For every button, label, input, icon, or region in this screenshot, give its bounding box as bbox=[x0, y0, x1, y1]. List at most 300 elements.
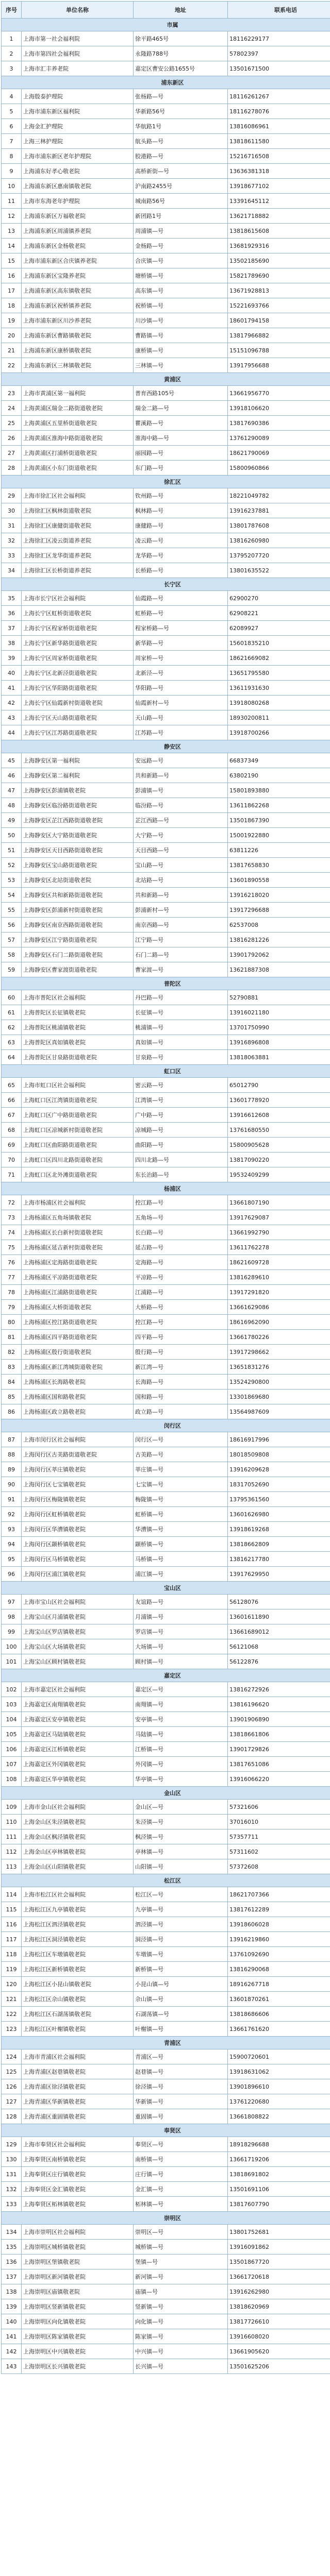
district-row bbox=[2, 977, 330, 990]
cell-address: 凉城路—号 bbox=[134, 1123, 228, 1138]
cell-no: 119 bbox=[2, 1962, 22, 1977]
cell-no: 42 bbox=[2, 696, 22, 710]
cell-no: 26 bbox=[2, 431, 22, 446]
cell-address: 石门二路—号 bbox=[134, 947, 228, 962]
cell-phone: 13601626980 bbox=[228, 1507, 330, 1522]
cell-phone: 13917291820 bbox=[228, 1285, 330, 1300]
table-body bbox=[2, 19, 330, 2374]
table-row bbox=[2, 962, 330, 977]
table-row bbox=[2, 666, 330, 681]
cell-no: 140 bbox=[2, 2314, 22, 2329]
cell-no: 108 bbox=[2, 1772, 22, 1787]
cell-name: 上海静安区曹家渡街道敬老院 bbox=[22, 962, 134, 977]
cell-no: 94 bbox=[2, 1537, 22, 1552]
cell-phone: 13916896808 bbox=[228, 1035, 330, 1050]
cell-address: 程家桥路—号 bbox=[134, 621, 228, 636]
cell-name: 上海杨浦区政立路敬老院 bbox=[22, 1404, 134, 1419]
cell-address: 政立路—号 bbox=[134, 1404, 228, 1419]
table-row bbox=[2, 1859, 330, 1874]
cell-no: 63 bbox=[2, 1035, 22, 1050]
cell-phone: 13661807190 bbox=[228, 1195, 330, 1210]
table-row bbox=[2, 1712, 330, 1727]
cell-address: 密云路—号 bbox=[134, 1078, 228, 1093]
table-row bbox=[2, 1240, 330, 1255]
district-row bbox=[2, 740, 330, 753]
cell-name: 上海静安区共和新路街道敬老院 bbox=[22, 888, 134, 903]
cell-name: 上海杨浦区延吉新村街道敬老院 bbox=[22, 1240, 134, 1255]
table-row bbox=[2, 2022, 330, 2037]
cell-no: 120 bbox=[2, 1977, 22, 1992]
cell-phone: 13651795580 bbox=[228, 666, 330, 681]
cell-no: 37 bbox=[2, 621, 22, 636]
district-row bbox=[2, 2212, 330, 2225]
cell-address: 重固镇—号 bbox=[134, 2109, 228, 2124]
cell-name: 上海市浦东新区合庆镇养老院 bbox=[22, 253, 134, 268]
cell-address: 朱泾镇—号 bbox=[134, 1815, 228, 1829]
cell-name: 上海松江区车墩镇敬老院 bbox=[22, 1947, 134, 1962]
cell-no: 49 bbox=[2, 813, 22, 828]
cell-phone: 62908221 bbox=[228, 606, 330, 621]
cell-phone: 13918631062 bbox=[228, 2064, 330, 2079]
table-row bbox=[2, 2284, 330, 2299]
cell-address: 合庆镇—号 bbox=[134, 253, 228, 268]
cell-name: 上海杨浦区新江湾城街道敬老院 bbox=[22, 1360, 134, 1375]
cell-no: 50 bbox=[2, 828, 22, 843]
district-name: 长宁区 bbox=[2, 578, 330, 591]
table-row bbox=[2, 2299, 330, 2314]
cell-no: 111 bbox=[2, 1829, 22, 1844]
cell-phone: 13917298662 bbox=[228, 1345, 330, 1360]
cell-name: 上海长宁区天山路街道敬老院 bbox=[22, 710, 134, 725]
cell-phone: 13916066220 bbox=[228, 1772, 330, 1787]
cell-no: 56 bbox=[2, 918, 22, 933]
cell-phone: 15800905628 bbox=[228, 1138, 330, 1153]
cell-address: 古美路—号 bbox=[134, 1447, 228, 1462]
cell-address: 竖新镇—号 bbox=[134, 2299, 228, 2314]
table-row bbox=[2, 488, 330, 503]
cell-address: 天山路—号 bbox=[134, 710, 228, 725]
cell-address: 新桥镇—号 bbox=[134, 1962, 228, 1977]
district-row bbox=[2, 1669, 330, 1682]
cell-phone: 13611862268 bbox=[228, 798, 330, 813]
table-row bbox=[2, 1537, 330, 1552]
cell-no: 3 bbox=[2, 61, 22, 76]
cell-address: 凌云路—号 bbox=[134, 533, 228, 548]
cell-no: 98 bbox=[2, 1609, 22, 1624]
cell-phone: 13502185690 bbox=[228, 253, 330, 268]
cell-name: 上海崇明区长兴镇敬老院 bbox=[22, 2359, 134, 2374]
table-row bbox=[2, 1815, 330, 1829]
cell-name: 上海浦东新区曹路镇敬老院 bbox=[22, 328, 134, 343]
table-row bbox=[2, 651, 330, 666]
cell-phone: 13816217780 bbox=[228, 1552, 330, 1567]
table-row bbox=[2, 1330, 330, 1345]
cell-name: 上海松江区叶榭镇敬老院 bbox=[22, 2022, 134, 2037]
cell-phone: 13795361560 bbox=[228, 1492, 330, 1507]
table-row bbox=[2, 1389, 330, 1404]
table-row bbox=[2, 298, 330, 313]
cell-no: 107 bbox=[2, 1757, 22, 1772]
cell-no: 90 bbox=[2, 1477, 22, 1492]
cell-name: 上海崇明区新河镇敬老院 bbox=[22, 2269, 134, 2284]
cell-address: 长征镇—号 bbox=[134, 1005, 228, 1020]
cell-address: 虹桥镇—号 bbox=[134, 1507, 228, 1522]
table-row bbox=[2, 1654, 330, 1669]
cell-no: 116 bbox=[2, 1917, 22, 1932]
cell-phone: 13391645112 bbox=[228, 194, 330, 209]
cell-name: 上海杨浦区五角场镇敬老院 bbox=[22, 1210, 134, 1225]
cell-address: 控江路—号 bbox=[134, 1195, 228, 1210]
district-row bbox=[2, 1419, 330, 1432]
table-row bbox=[2, 1404, 330, 1419]
cell-name: 上海市崇明区社会福利院 bbox=[22, 2225, 134, 2240]
cell-no: 87 bbox=[2, 1432, 22, 1447]
cell-address: 城桥镇—号 bbox=[134, 2240, 228, 2255]
table-row bbox=[2, 1977, 330, 1992]
cell-name: 上海三林护理院 bbox=[22, 134, 134, 149]
table-row bbox=[2, 548, 330, 563]
cell-no: 18 bbox=[2, 298, 22, 313]
cell-no: 91 bbox=[2, 1492, 22, 1507]
cell-address: 张杨路—号 bbox=[134, 89, 228, 104]
cell-phone: 15221693766 bbox=[228, 298, 330, 313]
table-row bbox=[2, 1360, 330, 1375]
table-row bbox=[2, 858, 330, 873]
cell-address: 石湖荡镇—号 bbox=[134, 2007, 228, 2022]
district-row bbox=[2, 1787, 330, 1800]
cell-no: 104 bbox=[2, 1712, 22, 1727]
cell-phone: 13816086961 bbox=[228, 119, 330, 134]
table-row bbox=[2, 606, 330, 621]
cell-name: 上海金山区亭林镇敬老院 bbox=[22, 1844, 134, 1859]
cell-phone: 13916091862 bbox=[228, 2240, 330, 2255]
cell-phone: 13918619268 bbox=[228, 1522, 330, 1537]
cell-phone: 18116229177 bbox=[228, 31, 330, 46]
cell-address: 向化镇—号 bbox=[134, 2314, 228, 2329]
cell-address: 高东镇—号 bbox=[134, 283, 228, 298]
cell-address: 平凉路—号 bbox=[134, 1270, 228, 1285]
cell-address: 瞿溪路—号 bbox=[134, 416, 228, 431]
table-row bbox=[2, 343, 330, 358]
cell-no: 89 bbox=[2, 1462, 22, 1477]
table-row bbox=[2, 253, 330, 268]
cell-no: 47 bbox=[2, 783, 22, 798]
cell-name: 上海静安区彭浦镇敬老院 bbox=[22, 783, 134, 798]
cell-phone: 13817090220 bbox=[228, 1153, 330, 1167]
cell-name: 上海杨浦区平凉路街道敬老院 bbox=[22, 1270, 134, 1285]
cell-phone: 15001922880 bbox=[228, 828, 330, 843]
cell-address: 堡镇—号 bbox=[134, 2255, 228, 2269]
cell-phone: 13916237881 bbox=[228, 503, 330, 518]
cell-name: 上海市杨浦区社会福利院 bbox=[22, 1195, 134, 1210]
table-row bbox=[2, 386, 330, 401]
cell-address: 九亭镇—号 bbox=[134, 1902, 228, 1917]
cell-name: 上海杨浦区定海路街道敬老院 bbox=[22, 1255, 134, 1270]
cell-phone: 18621669082 bbox=[228, 651, 330, 666]
cell-name: 上海闵行区虹桥镇敬老院 bbox=[22, 1507, 134, 1522]
cell-address: 仙霞路—号 bbox=[134, 591, 228, 606]
cell-phone: 13524290800 bbox=[228, 1375, 330, 1389]
cell-phone: 13601778920 bbox=[228, 1093, 330, 1108]
cell-no: 28 bbox=[2, 461, 22, 476]
cell-address: 国和路—号 bbox=[134, 1389, 228, 1404]
cell-phone: 13501867720 bbox=[228, 2255, 330, 2269]
cell-address: 南翔镇—号 bbox=[134, 1697, 228, 1712]
table-row bbox=[2, 89, 330, 104]
cell-no: 20 bbox=[2, 328, 22, 343]
table-row bbox=[2, 753, 330, 768]
cell-name: 上海静安区石门二路街道敬老院 bbox=[22, 947, 134, 962]
table-row bbox=[2, 1507, 330, 1522]
table-row bbox=[2, 2182, 330, 2197]
cell-address: 永隆路788号 bbox=[134, 46, 228, 61]
cell-phone: 15801893880 bbox=[228, 783, 330, 798]
cell-name: 上海虹口区江湾镇街道敬老院 bbox=[22, 1093, 134, 1108]
cell-address: 瑞金二路—号 bbox=[134, 401, 228, 416]
cell-address: 颛桥镇—号 bbox=[134, 1537, 228, 1552]
cell-name: 上海闵行区华漕镇敬老院 bbox=[22, 1522, 134, 1537]
cell-no: 48 bbox=[2, 798, 22, 813]
cell-name: 上海长宁区华阳路街道敬老院 bbox=[22, 681, 134, 696]
cell-address: 金杨路—号 bbox=[134, 239, 228, 253]
cell-phone: 13701750990 bbox=[228, 1020, 330, 1035]
cell-address: 真如镇—号 bbox=[134, 1035, 228, 1050]
cell-phone: 13916209628 bbox=[228, 1462, 330, 1477]
cell-name: 上海金山区枫泾镇敬老院 bbox=[22, 1829, 134, 1844]
cell-no: 102 bbox=[2, 1682, 22, 1697]
cell-no: 115 bbox=[2, 1902, 22, 1917]
table-row bbox=[2, 1153, 330, 1167]
cell-address: 南京西路—号 bbox=[134, 918, 228, 933]
cell-no: 125 bbox=[2, 2064, 22, 2079]
cell-name: 上海浦东新区高东镇敬老院 bbox=[22, 283, 134, 298]
table-row bbox=[2, 918, 330, 933]
cell-address: 丽园路—号 bbox=[134, 446, 228, 461]
cell-address: 东门路—号 bbox=[134, 461, 228, 476]
cell-phone: 18616962090 bbox=[228, 1315, 330, 1330]
cell-phone: 18621707366 bbox=[228, 1887, 330, 1902]
cell-name: 上海崇明区中兴镇敬老院 bbox=[22, 2344, 134, 2359]
cell-name: 上海青浦区赵巷镇敬老院 bbox=[22, 2064, 134, 2079]
cell-name: 上海徐汇区枫林街道敬老院 bbox=[22, 503, 134, 518]
cell-no: 123 bbox=[2, 2022, 22, 2037]
cell-address: 枫林路—号 bbox=[134, 503, 228, 518]
cell-name: 上海市第四社会福利院 bbox=[22, 46, 134, 61]
table-row bbox=[2, 1567, 330, 1582]
cell-name: 上海市虹口区社会福利院 bbox=[22, 1078, 134, 1093]
cell-no: 81 bbox=[2, 1330, 22, 1345]
table-row bbox=[2, 1123, 330, 1138]
table-row bbox=[2, 843, 330, 858]
district-row bbox=[2, 76, 330, 89]
cell-address: 芷江西路—号 bbox=[134, 813, 228, 828]
cell-name: 上海虹口区北外滩街道敬老院 bbox=[22, 1167, 134, 1182]
cell-address: 丹巴路—号 bbox=[134, 990, 228, 1005]
cell-address: 新江湾—号 bbox=[134, 1360, 228, 1375]
cell-address: 祝桥镇—号 bbox=[134, 298, 228, 313]
cell-address: 广中路—号 bbox=[134, 1108, 228, 1123]
cell-no: 51 bbox=[2, 843, 22, 858]
cell-address: 定海路—号 bbox=[134, 1255, 228, 1270]
cell-address: 柘林镇—号 bbox=[134, 2197, 228, 2212]
table-row bbox=[2, 134, 330, 149]
cell-phone: 13801787608 bbox=[228, 518, 330, 533]
cell-name: 上海松江区石湖荡镇敬老院 bbox=[22, 2007, 134, 2022]
cell-name: 上海长宁区程家桥街道敬老院 bbox=[22, 621, 134, 636]
cell-phone: 13917629950 bbox=[228, 1567, 330, 1582]
table-row bbox=[2, 681, 330, 696]
table-row bbox=[2, 2049, 330, 2064]
cell-name: 上海嘉定区外冈镇敬老院 bbox=[22, 1757, 134, 1772]
table-row bbox=[2, 328, 330, 343]
table-row bbox=[2, 2197, 330, 2212]
cell-phone: 15601835210 bbox=[228, 636, 330, 651]
cell-phone: 13795207720 bbox=[228, 548, 330, 563]
table-row bbox=[2, 1020, 330, 1035]
cell-phone: 15900720601 bbox=[228, 2049, 330, 2064]
cell-no: 65 bbox=[2, 1078, 22, 1093]
cell-phone: 13818620969 bbox=[228, 2299, 330, 2314]
cell-phone: 37016010 bbox=[228, 1815, 330, 1829]
cell-name: 上海静安区第一福利院 bbox=[22, 753, 134, 768]
cell-phone: 13501867390 bbox=[228, 813, 330, 828]
cell-phone: 13817607790 bbox=[228, 2197, 330, 2212]
cell-name: 上海嘉定区江桥镇敬老院 bbox=[22, 1742, 134, 1757]
cell-address: 天目西路—号 bbox=[134, 843, 228, 858]
cell-name: 上海杨浦区殷行街道敬老院 bbox=[22, 1345, 134, 1360]
cell-name: 上海长宁区北新泾街道敬老院 bbox=[22, 666, 134, 681]
cell-name: 上海长宁区周家桥街道敬老院 bbox=[22, 651, 134, 666]
cell-no: 69 bbox=[2, 1138, 22, 1153]
district-row bbox=[2, 1582, 330, 1595]
cell-phone: 13818661806 bbox=[228, 1727, 330, 1742]
cell-name: 上海静安区江宁路街道敬老院 bbox=[22, 933, 134, 947]
cell-no: 71 bbox=[2, 1167, 22, 1182]
table-row bbox=[2, 1742, 330, 1757]
table-row bbox=[2, 2079, 330, 2094]
cell-phone: 18116278076 bbox=[228, 104, 330, 119]
cell-phone: 13816260980 bbox=[228, 533, 330, 548]
cell-no: 129 bbox=[2, 2137, 22, 2152]
cell-name: 上海市松江区社会福利院 bbox=[22, 1887, 134, 1902]
cell-address: 叶榭镇—号 bbox=[134, 2022, 228, 2037]
cell-no: 5 bbox=[2, 104, 22, 119]
cell-address: 长海路—号 bbox=[134, 1375, 228, 1389]
table-row bbox=[2, 1844, 330, 1859]
cell-name: 上海杨浦区大桥街道敬老院 bbox=[22, 1300, 134, 1315]
cell-address: 徐平路465号 bbox=[134, 31, 228, 46]
cell-no: 27 bbox=[2, 446, 22, 461]
cell-name: 上海崇明区竖新镇敬老院 bbox=[22, 2299, 134, 2314]
cell-address: 淮海中路—号 bbox=[134, 431, 228, 446]
cell-no: 14 bbox=[2, 239, 22, 253]
district-row bbox=[2, 1065, 330, 1078]
cell-name: 上海长宁区江苏路街道敬老院 bbox=[22, 725, 134, 740]
cell-no: 121 bbox=[2, 1992, 22, 2007]
table-row bbox=[2, 46, 330, 61]
cell-no: 2 bbox=[2, 46, 22, 61]
table-row bbox=[2, 1522, 330, 1537]
table-row bbox=[2, 1887, 330, 1902]
cell-name: 上海浦东新区周浦镇养老院 bbox=[22, 224, 134, 239]
table-row bbox=[2, 1315, 330, 1330]
cell-phone: 13916612608 bbox=[228, 1108, 330, 1123]
cell-phone: 18116261267 bbox=[228, 89, 330, 104]
cell-no: 4 bbox=[2, 89, 22, 104]
cell-address: 钦州路—号 bbox=[134, 488, 228, 503]
table-row bbox=[2, 1697, 330, 1712]
cell-no: 19 bbox=[2, 313, 22, 328]
header-no: 序号 bbox=[2, 2, 22, 19]
cell-name: 上海崇明区城桥镇敬老院 bbox=[22, 2240, 134, 2255]
cell-no: 6 bbox=[2, 119, 22, 134]
cell-address: 庙镇—号 bbox=[134, 2284, 228, 2299]
cell-address: 康健路—号 bbox=[134, 518, 228, 533]
cell-name: 上海奉贤区庄行镇敬老院 bbox=[22, 2167, 134, 2182]
cell-no: 54 bbox=[2, 888, 22, 903]
cell-phone: 13818063881 bbox=[228, 1050, 330, 1065]
header-address: 地址 bbox=[134, 2, 228, 19]
cell-address: 枫泾镇—号 bbox=[134, 1829, 228, 1844]
cell-name: 上海浦东好孝心敬老院 bbox=[22, 164, 134, 179]
table-row bbox=[2, 2137, 330, 2152]
cell-phone: 15800960866 bbox=[228, 461, 330, 476]
cell-name: 上海松江区九亭镇敬老院 bbox=[22, 1902, 134, 1917]
cell-name: 上海长宁区仙霞新村街道敬老院 bbox=[22, 696, 134, 710]
cell-phone: 13801752681 bbox=[228, 2225, 330, 2240]
table-row bbox=[2, 1078, 330, 1093]
cell-address: 梅陇镇—号 bbox=[134, 1492, 228, 1507]
cell-no: 23 bbox=[2, 386, 22, 401]
district-row bbox=[2, 1874, 330, 1887]
cell-phone: 18616917996 bbox=[228, 1432, 330, 1447]
cell-phone: 13916262980 bbox=[228, 2284, 330, 2299]
table-row bbox=[2, 947, 330, 962]
cell-name: 上海闵行区七宝镇敬老院 bbox=[22, 1477, 134, 1492]
cell-phone: 18930200811 bbox=[228, 710, 330, 725]
cell-phone: 13301869680 bbox=[228, 1389, 330, 1404]
cell-phone: 13501691106 bbox=[228, 2182, 330, 2197]
cell-name: 上海闵行区颛桥镇敬老院 bbox=[22, 1537, 134, 1552]
cell-phone: 13611762278 bbox=[228, 1240, 330, 1255]
table-row bbox=[2, 591, 330, 606]
cell-phone: 13661956770 bbox=[228, 386, 330, 401]
cell-no: 127 bbox=[2, 2094, 22, 2109]
cell-name: 上海浦东新区三林镇敬老院 bbox=[22, 358, 134, 373]
table-row bbox=[2, 431, 330, 446]
cell-name: 上海金山区朱泾镇敬老院 bbox=[22, 1815, 134, 1829]
table-row bbox=[2, 563, 330, 578]
cell-name: 上海徐汇区康健街道敬老院 bbox=[22, 518, 134, 533]
table-row bbox=[2, 1285, 330, 1300]
cell-phone: 13661780226 bbox=[228, 1330, 330, 1345]
district-name: 静安区 bbox=[2, 740, 330, 753]
cell-no: 100 bbox=[2, 1639, 22, 1654]
cell-name: 上海杨浦区江浦路街道敬老院 bbox=[22, 1285, 134, 1300]
cell-phone: 13817658830 bbox=[228, 858, 330, 873]
cell-phone: 13818662809 bbox=[228, 1537, 330, 1552]
cell-phone: 13661992790 bbox=[228, 1225, 330, 1240]
cell-name: 上海闵行区马桥镇敬老院 bbox=[22, 1552, 134, 1567]
cell-no: 84 bbox=[2, 1375, 22, 1389]
cell-name: 上海崇明区庙镇敬老院 bbox=[22, 2284, 134, 2299]
cell-phone: 18601794158 bbox=[228, 313, 330, 328]
table-row bbox=[2, 2064, 330, 2079]
table-row bbox=[2, 768, 330, 783]
cell-no: 9 bbox=[2, 164, 22, 179]
cell-phone: 13918106620 bbox=[228, 401, 330, 416]
cell-address: 四川北路—号 bbox=[134, 1153, 228, 1167]
